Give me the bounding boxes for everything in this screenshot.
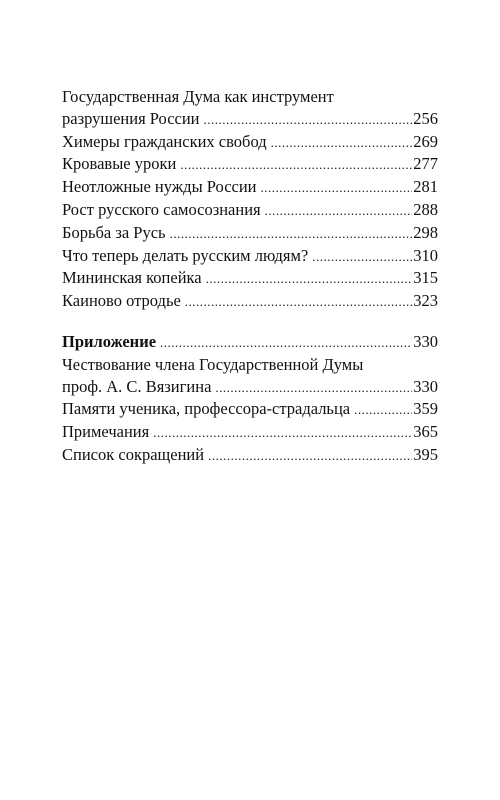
dot-leader bbox=[160, 332, 412, 354]
toc-entry[interactable] bbox=[62, 245, 438, 268]
toc-entry-title: Приложение bbox=[62, 331, 157, 351]
toc-entry-page: 310 bbox=[413, 245, 438, 265]
toc-entry-title: Примечания bbox=[62, 422, 150, 442]
toc-entry[interactable] bbox=[62, 398, 438, 421]
toc-entry-line1: Чествование члена Государственной Думы bbox=[62, 354, 364, 374]
toc-entry-line1: Государственная Дума как инструмент bbox=[62, 87, 334, 106]
toc-entry[interactable] bbox=[62, 153, 438, 176]
toc-entry-title: Неотложные нужды России bbox=[62, 177, 257, 197]
dot-leader bbox=[208, 445, 412, 467]
dot-leader bbox=[180, 154, 412, 176]
toc-entry-page: 395 bbox=[413, 444, 438, 464]
toc-entry-title: Рост русского самосознания bbox=[62, 199, 261, 219]
dot-leader bbox=[312, 246, 412, 268]
toc-entry[interactable] bbox=[62, 376, 438, 399]
toc-entry[interactable] bbox=[62, 199, 438, 222]
dot-leader bbox=[271, 132, 413, 154]
table-of-contents bbox=[62, 86, 438, 467]
toc-entry-page: 330 bbox=[413, 331, 438, 351]
dot-leader bbox=[153, 422, 412, 444]
toc-entry-title: Химеры гражданских свобод bbox=[62, 131, 267, 151]
toc-entry-title: проф. А. С. Вязигина bbox=[62, 376, 212, 396]
toc-entry-title: Каиново отродье bbox=[62, 291, 181, 311]
toc-entry-title: разрушения России bbox=[62, 108, 200, 128]
toc-entry[interactable] bbox=[62, 290, 438, 313]
toc-entry[interactable] bbox=[62, 108, 438, 131]
toc-entry-page: 298 bbox=[413, 222, 438, 242]
toc-entry-page: 365 bbox=[413, 422, 438, 442]
toc-entry-title: Борьба за Русь bbox=[62, 222, 166, 242]
toc-entry-page: 330 bbox=[413, 376, 438, 396]
dot-leader bbox=[215, 377, 412, 399]
toc-entry[interactable] bbox=[62, 131, 438, 154]
dot-leader bbox=[185, 291, 412, 313]
dot-leader bbox=[204, 109, 413, 131]
toc-entry[interactable] bbox=[62, 421, 438, 444]
toc-entry-page: 269 bbox=[413, 131, 438, 151]
dot-leader bbox=[170, 223, 413, 245]
toc-entry-title: Мининская копейка bbox=[62, 268, 202, 288]
toc-entry[interactable] bbox=[62, 222, 438, 245]
toc-entry-page: 323 bbox=[413, 291, 438, 311]
toc-entry[interactable] bbox=[62, 444, 438, 467]
toc-entry-title: Список сокращений bbox=[62, 444, 205, 464]
dot-leader bbox=[265, 200, 413, 222]
dot-leader bbox=[354, 399, 412, 421]
toc-entry-page: 256 bbox=[413, 108, 438, 128]
toc-entry[interactable] bbox=[62, 176, 438, 199]
toc-entry[interactable] bbox=[62, 267, 438, 290]
toc-entry-page: 281 bbox=[413, 177, 438, 197]
toc-entry-page: 288 bbox=[413, 199, 438, 219]
toc-entry-title: Что теперь делать русским людям? bbox=[62, 245, 309, 265]
toc-entry-page: 315 bbox=[413, 268, 438, 288]
toc-entry-page: 277 bbox=[413, 154, 438, 174]
toc-entry-appendix[interactable] bbox=[62, 331, 438, 354]
section-spacer bbox=[62, 313, 438, 331]
dot-leader bbox=[206, 268, 413, 290]
toc-entry-title: Кровавые уроки bbox=[62, 154, 177, 174]
toc-entry-title: Памяти ученика, профессора-страдальца bbox=[62, 399, 351, 419]
dot-leader bbox=[261, 177, 413, 199]
toc-entry-page: 359 bbox=[413, 399, 438, 419]
